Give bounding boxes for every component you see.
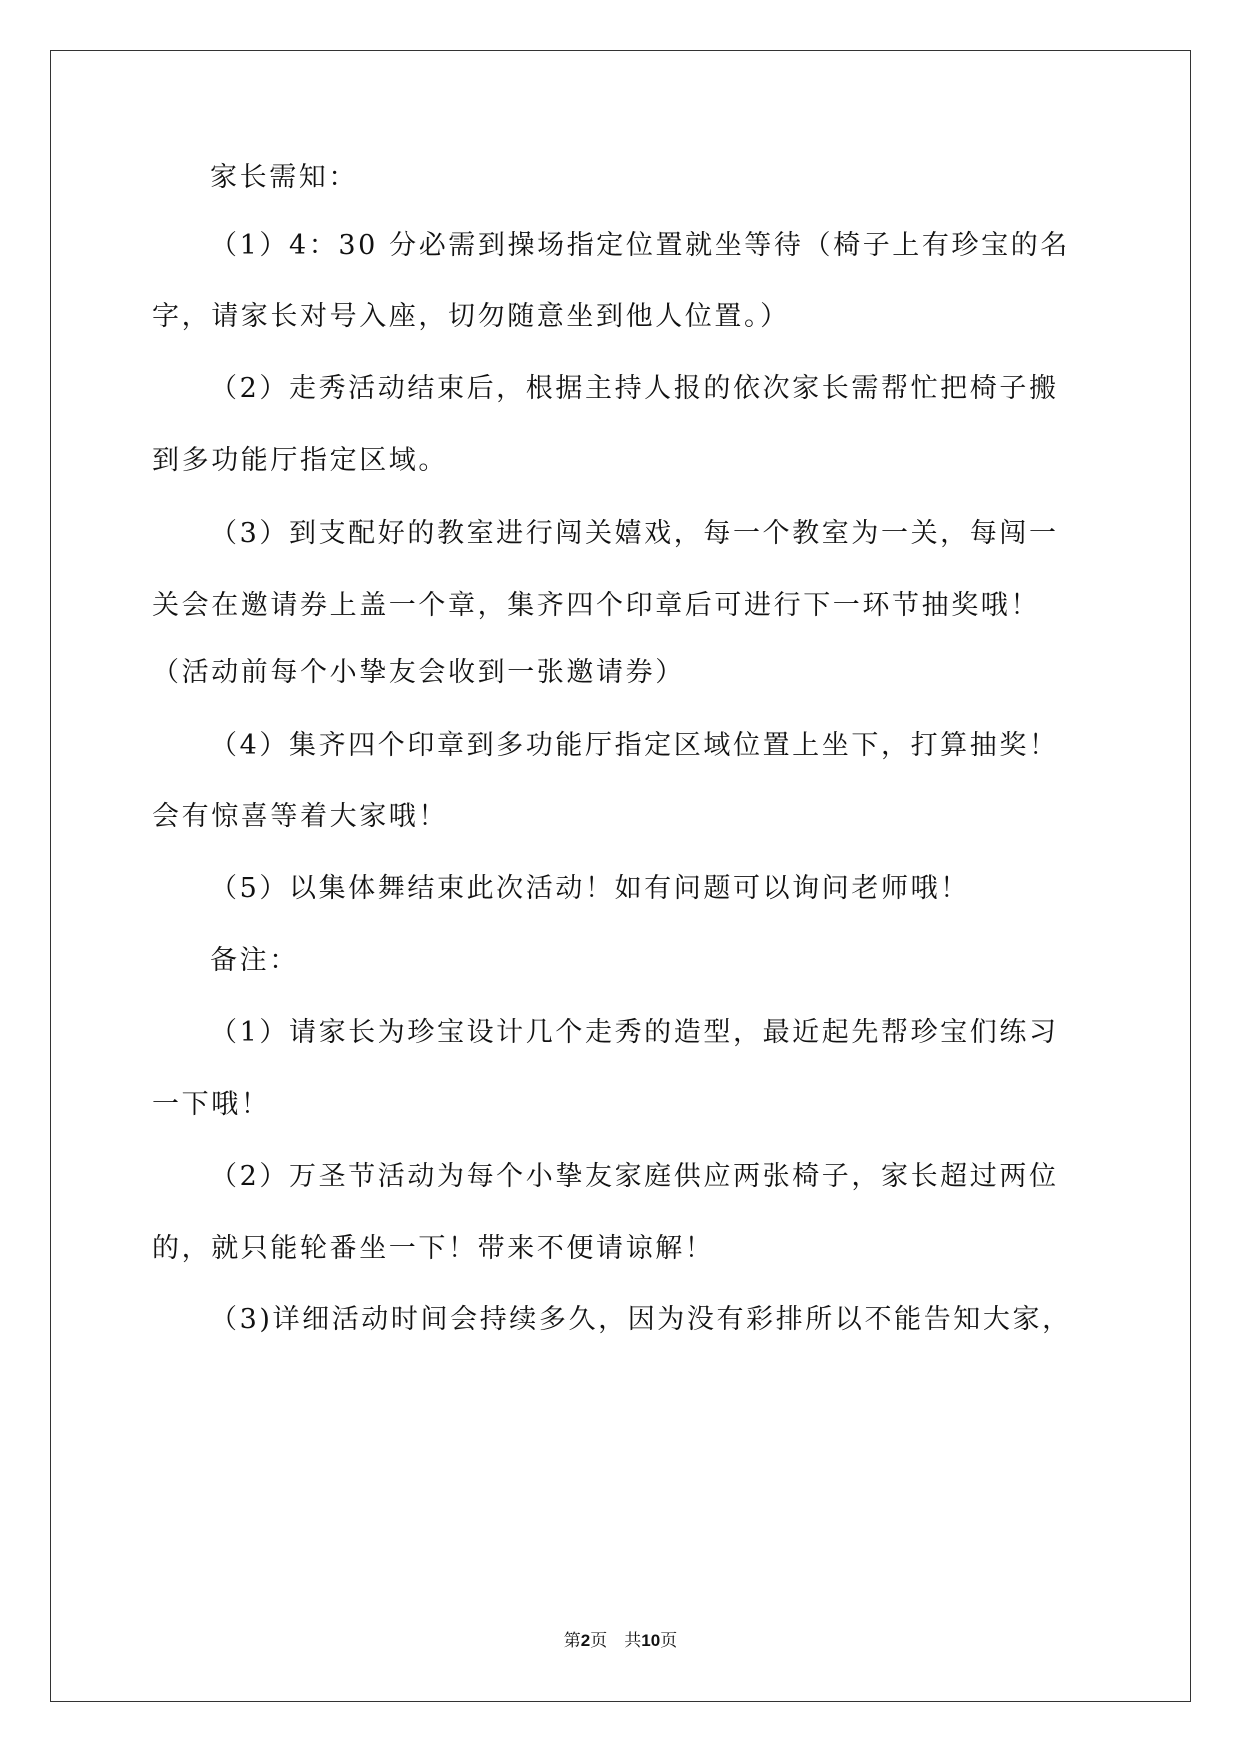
remarks-heading: 备注： (210, 945, 299, 976)
footer-mid: 页 共 (590, 1631, 642, 1651)
paragraph-line: （1）请家长为珍宝设计几个走秀的造型，最近起先帮珍宝们练习 (210, 1017, 1059, 1048)
paragraph-line: （3）到支配好的教室进行闯关嬉戏，每一个教室为一关，每闯一 (210, 518, 1059, 549)
footer-prefix: 第 (563, 1631, 581, 1651)
total-page-number: 10 (641, 1631, 661, 1650)
paragraph-line: （4）集齐四个印章到多功能厅指定区域位置上坐下，打算抽奖！ (210, 730, 1059, 761)
paragraph-line: （2）走秀活动结束后，根据主持人报的依次家长需帮忙把椅子搬 (210, 373, 1059, 404)
notice-heading: 家长需知： (210, 162, 358, 193)
paragraph-line: 会有惊喜等着大家哦！ (152, 801, 448, 832)
paragraph-line: 字，请家长对号入座，切勿随意坐到他人位置。） (152, 301, 790, 332)
paragraph-line: （活动前每个小挚友会收到一张邀请券） (152, 657, 685, 688)
paragraph-line: （1）4：30 分必需到操场指定位置就坐等待（椅子上有珍宝的名 (210, 230, 1070, 261)
footer-suffix: 页 (660, 1631, 678, 1651)
paragraph-line: 关会在邀请券上盖一个章，集齐四个印章后可进行下一环节抽奖哦！ (152, 590, 1040, 621)
page-footer (0, 1626, 1241, 1651)
paragraph-line: （5）以集体舞结束此次活动！如有问题可以询问老师哦！ (210, 873, 970, 904)
paragraph-line: 一下哦！ (152, 1089, 271, 1120)
paragraph-line: 的，就只能轮番坐一下！带来不便请谅解！ (152, 1233, 715, 1264)
current-page-number: 2 (580, 1631, 591, 1650)
paragraph-line: （3)详细活动时间会持续多久，因为没有彩排所以不能告知大家， (210, 1304, 1072, 1335)
paragraph-line: （2）万圣节活动为每个小挚友家庭供应两张椅子，家长超过两位 (210, 1161, 1059, 1192)
paragraph-line: 到多功能厅指定区域。 (152, 445, 448, 476)
